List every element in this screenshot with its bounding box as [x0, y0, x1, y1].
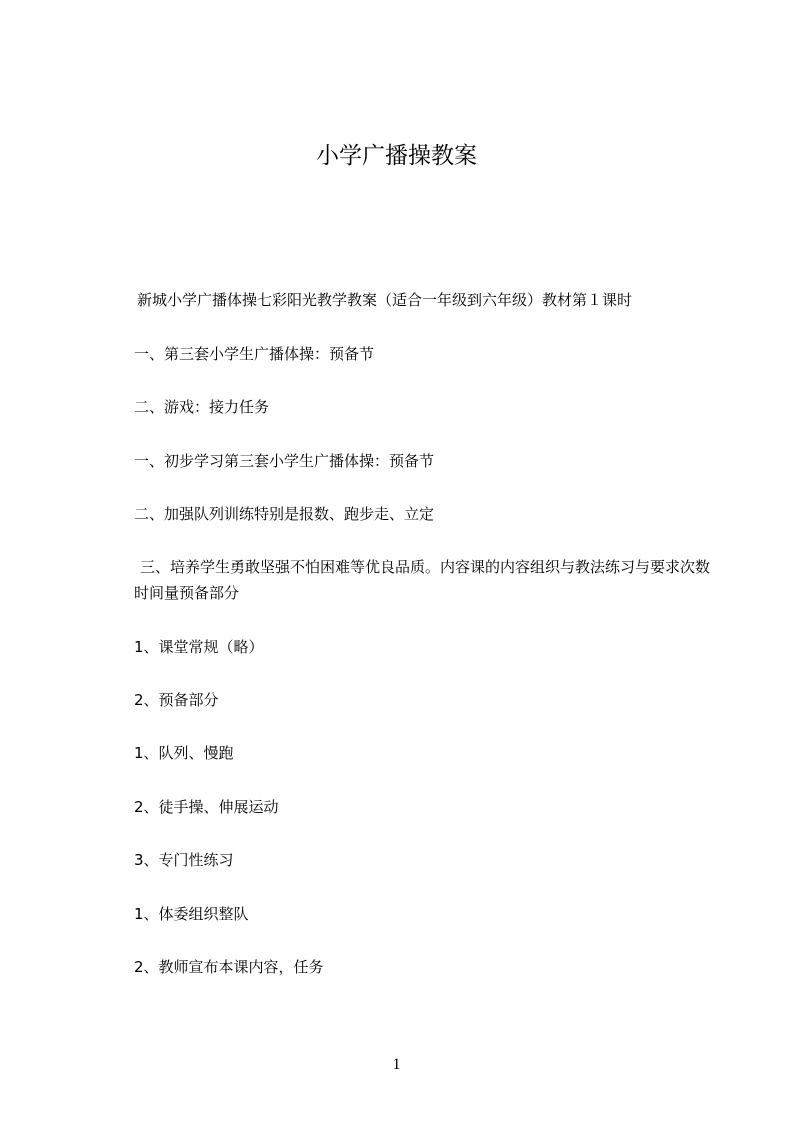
paragraph-goal-2: 二、加强队列训练特别是报数、跑步走、立定	[134, 505, 435, 523]
paragraph-intro: 新城小学广播体操七彩阳光教学教案（适合一年级到六年级）教材第１课时	[137, 291, 633, 309]
list-item-jogging: 1、队列、慢跑	[134, 744, 234, 762]
document-title: 小学广播操教案	[316, 143, 477, 169]
list-item-special-practice: 3、专门性练习	[134, 851, 234, 869]
paragraph-content-2: 二、游戏：接力任务	[134, 398, 270, 416]
list-item-class-routine: 1、课堂常规（略）	[134, 638, 264, 656]
list-item-announce-task: 2、教师宣布本课内容，任务	[134, 958, 324, 976]
list-item-freehand-exercise: 2、徒手操、伸展运动	[134, 798, 279, 816]
paragraph-goal-3: 三、培养学生勇敢坚强不怕困难等优良品质。内容课的内容组织与教法练习与要求次数时间量预备部分	[134, 558, 711, 602]
paragraph-goal-1: 一、初步学习第三套小学生广播体操：预备节	[134, 452, 435, 470]
paragraph-content-1: 一、第三套小学生广播体操：预备节	[134, 345, 375, 363]
list-item-line-up: 1、体委组织整队	[134, 905, 249, 923]
page-number: 1	[392, 1056, 401, 1073]
list-item-preparation: 2、预备部分	[134, 691, 219, 709]
